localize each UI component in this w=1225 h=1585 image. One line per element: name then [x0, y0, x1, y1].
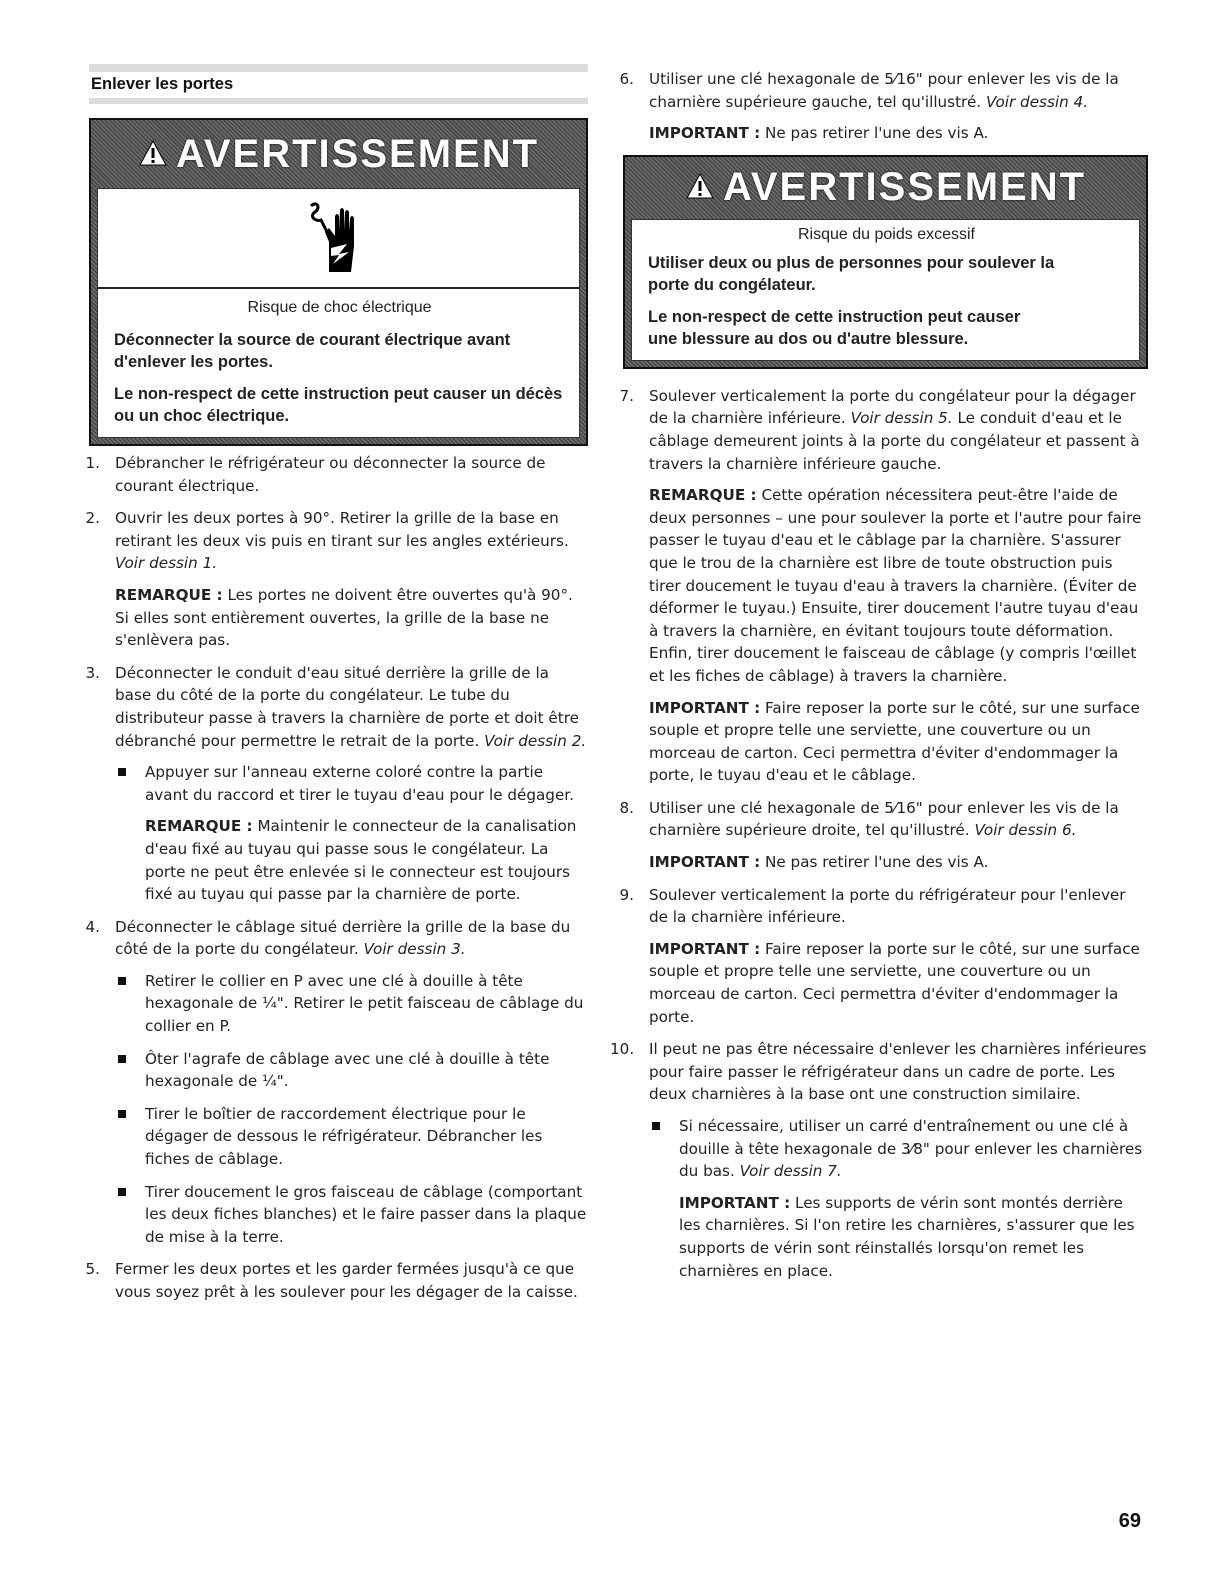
bullet-text: Ôter l'agrafe de câblage avec une clé à douille à tête hexagonale de ¼". [145, 1049, 550, 1091]
shock-warning-box [89, 118, 588, 446]
step-number: 9. [619, 885, 634, 904]
bullet-item [115, 1181, 588, 1249]
bullet-item [115, 761, 588, 906]
note-label: REMARQUE : [115, 585, 223, 604]
step-number: 5. [85, 1260, 100, 1279]
step-number: 10. [610, 1040, 635, 1059]
warning-risk-title: Risque du poids excessif [798, 225, 975, 243]
warning-banner [91, 120, 586, 188]
step-item [610, 1038, 1148, 1282]
important-label: IMPORTANT : [649, 124, 761, 143]
step-item [619, 385, 1148, 787]
important-label: IMPORTANT : [649, 939, 761, 958]
step-text: Déconnecter le câblage situé derrière la grille de la base du côté de la porte du congélateur. [115, 917, 571, 959]
step-text: Fermer les deux portes et les garder fermées jusqu'à ce que vous soyez prêt à les soulever pour les dégager de la caisse. [115, 1260, 578, 1301]
steps-list-right [610, 385, 1148, 1282]
important-label: IMPORTANT : [649, 853, 761, 872]
warning-instruction: Utiliser deux ou plus de personnes pour soulever la porte du congélateur. [648, 253, 1055, 294]
step-text-continued: Le conduit d'eau et le câblage demeurent joints à la porte du congélateur et passent à travers la charnière inférieure gauche. [649, 409, 1140, 473]
figure-reference: Voir dessin 2. [484, 731, 587, 750]
important-text: Les supports de vérin sont montés derrière les charnières. Si l'on retire les charnières, s'assurer que les supports de vérin sont réinstallés lorsqu'on remet les charnières en place. [679, 1193, 1135, 1280]
step-text: Soulever verticalement la porte du réfrigérateur pour l'enlever de la charnière inférieure. [649, 885, 1126, 927]
bullet-item [115, 1103, 588, 1171]
bullet-text: Appuyer sur l'anneau externe coloré contre la partie avant du raccord et tirer le tuyau d'eau pour le dégager. [145, 763, 574, 804]
step-text: Déconnecter le conduit d'eau situé derrière la grille de la base du côté de la porte du congélateur. Le tube du distributeur passe à travers la charnière de porte et doit être débranché pour permettre le retrait de la porte. [115, 663, 579, 750]
warning-banner-text: AVERTISSEMENT [175, 131, 540, 176]
bullet-square-icon [118, 1055, 126, 1063]
warning-consequence: Le non-respect de cette instruction peut causer un décès ou un choc électrique. [114, 385, 563, 425]
bullet-item [115, 1048, 588, 1093]
figure-reference: Voir dessin 4. [985, 92, 1089, 111]
warning-triangle-icon [685, 165, 715, 210]
step-item [619, 68, 1148, 145]
bullet-text: Si nécessaire, utiliser un carré d'entraînement ou une clé à douille à tête hexagonale de 3⁄8" pour enlever les charnières du bas. [679, 1117, 1143, 1181]
important-text: Faire reposer la porte sur le côté, sur une surface souple et propre telle une serviette, une couverture ou un morceau de carton. Ceci permettra d'éviter d'endommager la porte. [649, 939, 1140, 1026]
step-item [85, 452, 588, 497]
step-text: Utiliser une clé hexagonale de 5⁄16" pour enlever les vis de la charnière supérieure gauche, tel qu'illustré. [649, 70, 1119, 111]
step-number: 6. [619, 70, 634, 88]
step-item [619, 797, 1148, 874]
step-text: Débrancher le réfrigérateur ou déconnecter la source de courant électrique. [115, 454, 546, 495]
figure-reference: Voir dessin 3. [363, 940, 466, 959]
step-text: Utiliser une clé hexagonale de 5⁄16" pour enlever les vis de la charnière supérieure droite, tel qu'illustré. [649, 798, 1119, 840]
warning-banner-text: AVERTISSEMENT [722, 165, 1087, 210]
step-text: Ouvrir les deux portes à 90°. Retirer la grille de la base en retirant les deux vis puis en tirant sur les angles extérieurs. [115, 509, 569, 550]
important-text: Ne pas retirer l'une des vis A. [765, 853, 989, 872]
figure-reference: Voir dessin 1. [115, 554, 218, 573]
important-label: IMPORTANT : [679, 1193, 791, 1212]
steps-list-left [85, 452, 588, 1304]
warning-content [97, 188, 580, 438]
warning-triangle-icon [138, 132, 168, 177]
warning-instruction: Déconnecter la source de courant électrique avant d'enlever les portes. [114, 331, 511, 371]
step-text: Soulever verticalement la porte du congélateur pour la dégager de la charnière inférieure. [649, 386, 1136, 428]
warning-content [631, 219, 1140, 361]
step-item [85, 916, 588, 1249]
bullet-text: Tirer le boîtier de raccordement électrique pour le dégager de dessous le réfrigérateur. Débrancher les fiches de câblage. [145, 1104, 543, 1169]
note-text: Cette opération nécessitera peut-être l'aide de deux personnes – une pour soulever la porte et l'autre pour faire passer le tuyau d'eau et le câblage par la charnière. S'assurer que le trou de la charnière est libre de toute obstruction puis tirer doucement le tuyau d'eau à travers la charnière. (Éviter de déformer le tuyau.) Ensuite, tirer doucement l'autre tuyau d'eau à travers la charnière, en évitant toujours toute déformation. Enfin, tirer doucement le faisceau de câblage (y compris l'œillet et les fiches de câblage) à travers la charnière. [649, 486, 1142, 685]
figure-reference: Voir dessin 5. [850, 409, 953, 428]
bullet-square-icon [118, 977, 126, 985]
step-item [85, 507, 588, 652]
left-column [85, 64, 588, 1314]
important-text: Ne pas retirer l'une des vis A. [765, 124, 989, 143]
bullet-item [115, 970, 588, 1038]
figure-reference: Voir dessin 6. [974, 821, 1077, 840]
step-item [85, 1258, 588, 1303]
step-item [85, 662, 588, 906]
step-number: 8. [619, 798, 634, 817]
step-number: 2. [85, 509, 100, 528]
step-number: 7. [619, 386, 634, 405]
steps-list-right-top [619, 68, 1148, 145]
warning-banner [625, 157, 1146, 219]
step-number: 1. [85, 454, 100, 472]
bullet-square-icon [652, 1122, 660, 1130]
bullet-text: Retirer le collier en P avec une clé à douille à tête hexagonale de ¼". Retirer le petit faisceau de câblage du collier en P. [145, 971, 584, 1036]
warning-risk-title: Risque de choc électrique [247, 299, 432, 316]
bullet-square-icon [118, 768, 126, 776]
note-text: Les portes ne doivent être ouvertes qu'à 90°. Si elles sont entièrement ouvertes, la grille de la base ne s'enlèvera pas. [115, 585, 573, 650]
bullet-square-icon [118, 1110, 126, 1118]
step-number: 4. [85, 917, 100, 936]
electric-shock-hand-icon [309, 198, 369, 278]
step-number: 3. [85, 663, 100, 682]
step-text: Il peut ne pas être nécessaire d'enlever les charnières inférieures pour faire passer le réfrigérateur dans un cadre de porte. Les deux charnières à la base ont une construction similaire. [649, 1040, 1147, 1104]
electric-shock-icon-area [98, 189, 579, 289]
bullet-text: Tirer doucement le gros faisceau de câblage (comportant les deux fiches blanches) et le faire passer dans la plaque de mise à la terre. [145, 1182, 587, 1246]
step-item [619, 884, 1148, 1029]
section-title: Enlever les portes [91, 75, 234, 93]
weight-warning-box [623, 155, 1148, 369]
right-column [610, 64, 1148, 1292]
warning-consequence: Le non-respect de cette instruction peut causer une blessure au dos ou d'autre blessure. [648, 307, 1021, 348]
important-text: Faire reposer la porte sur le côté, sur une surface souple et propre telle une serviette, une couverture ou un morceau de carton. Ceci permettra d'éviter d'endommager la porte, le tuyau d'eau et le câblage. [649, 698, 1140, 785]
section-header [89, 64, 588, 104]
important-label: IMPORTANT : [649, 698, 761, 717]
bullet-square-icon [118, 1188, 126, 1196]
page-number: 69 [1118, 1510, 1141, 1532]
note-text: Maintenir le connecteur de la canalisation d'eau fixé au tuyau qui passe sous le congélateur. La porte ne peut être enlevée si le connecteur est toujours fixé au tuyau qui passe par la charnière de porte. [145, 817, 577, 904]
note-label: REMARQUE : [649, 486, 757, 505]
figure-reference: Voir dessin 7. [739, 1162, 842, 1181]
bullet-item [649, 1115, 1148, 1282]
note-label: REMARQUE : [145, 817, 253, 836]
